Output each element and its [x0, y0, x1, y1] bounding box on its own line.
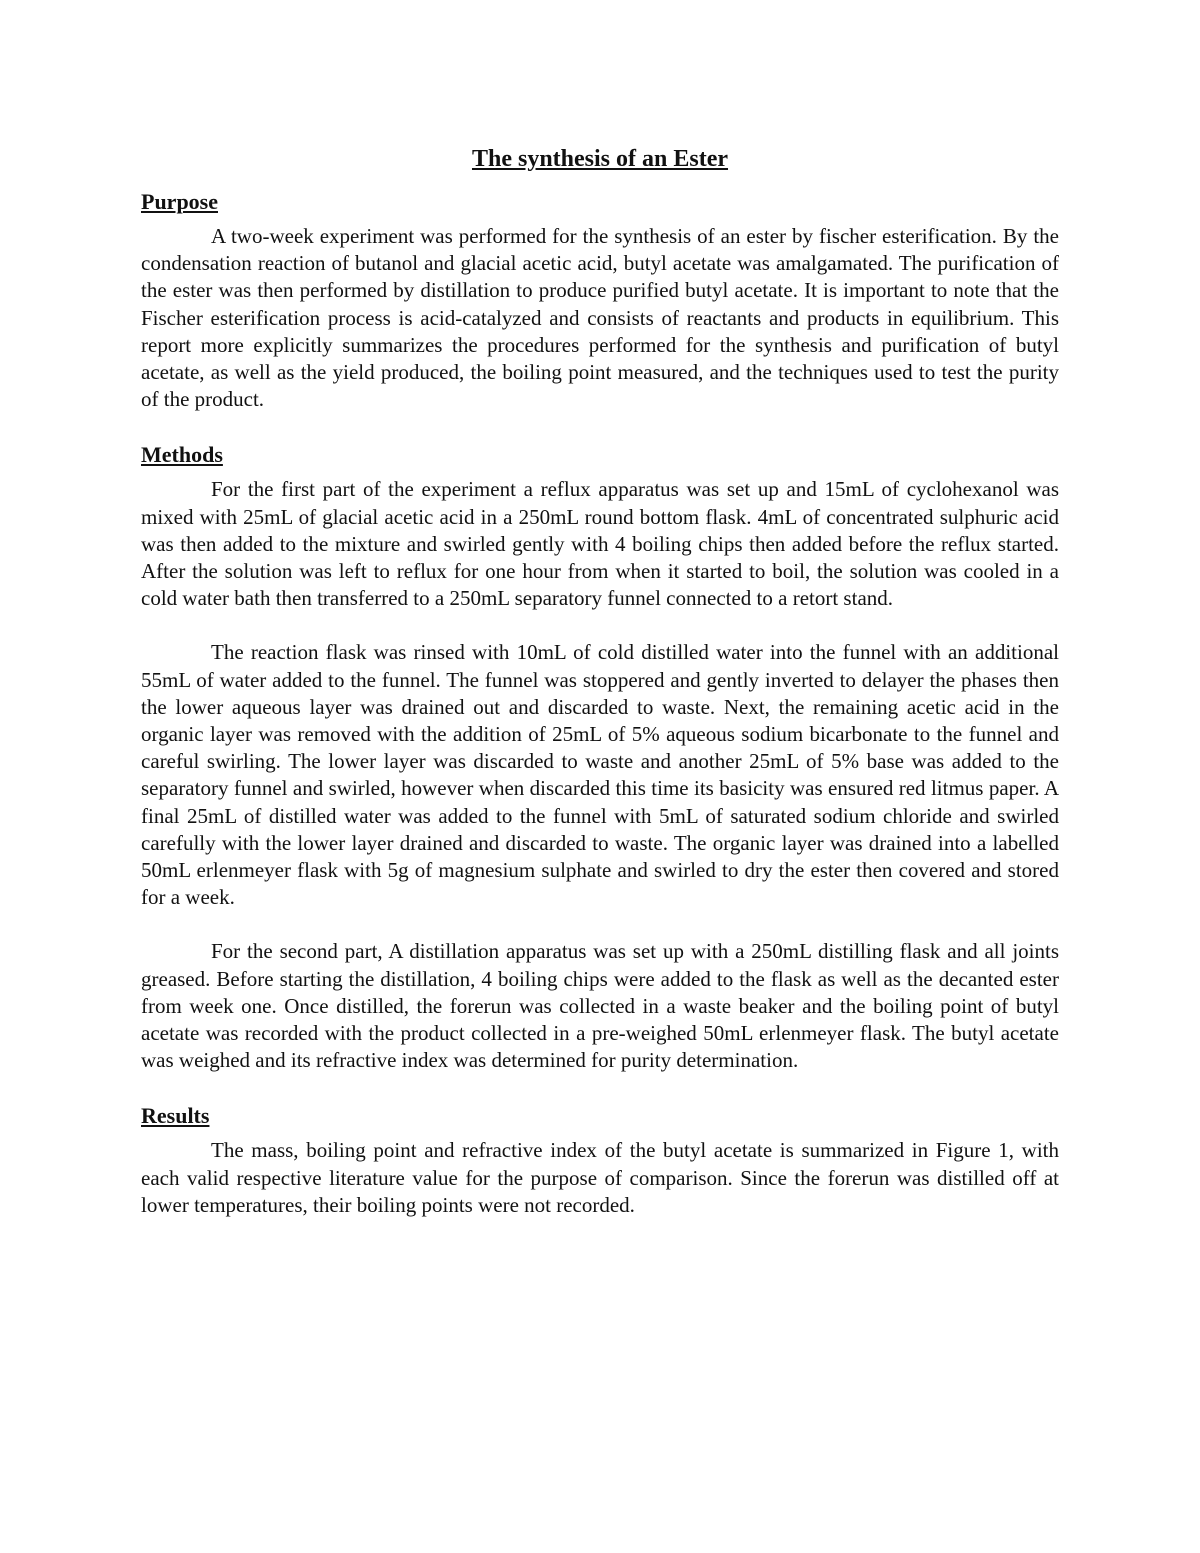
section-heading-purpose: Purpose [141, 189, 218, 214]
document-page [141, 140, 1059, 1219]
results-paragraph-1: The mass, boiling point and refractive index of the butyl acetate is summarized in Figure 1, with each valid respective literature value for the purpose of comparison. Since the forerun was distilled off at lower temperatures, their boiling points were not recorded. [141, 1138, 1059, 1217]
methods-paragraph-1: For the first part of the experiment a reflux apparatus was set up and 15mL of cyclohexanol was mixed with 25mL of glacial acetic acid in a 250mL round bottom flask. 4mL of concentrated sulphuric acid was then added to the mixture and swirled gently with 4 boiling chips then added before the reflux started. After the solution was left to reflux for one hour from when it started to boil, the solution was cooled in a cold water bath then transferred to a 250mL separatory funnel connected to a retort stand. [141, 477, 1059, 611]
purpose-paragraph-1: A two-week experiment was performed for the synthesis of an ester by fischer esterification. By the condensation reaction of butanol and glacial acetic acid, butyl acetate was amalgamated. The purification of the ester was then performed by distillation to produce purified butyl acetate. It is important to note that the Fischer esterification process is acid-catalyzed and consists of reactants and products in equilibrium. This report more explicitly summarizes the procedures performed for the synthesis and purification of butyl acetate, as well as the yield produced, the boiling point measured, and the techniques used to test the purity of the product. [141, 224, 1059, 412]
methods-paragraph-2: The reaction flask was rinsed with 10mL of cold distilled water into the funnel with an additional 55mL of water added to the funnel. The funnel was stoppered and gently inverted to delayer the phases then the lower aqueous layer was drained out and discarded to waste. Next, the remaining acetic acid in the organic layer was removed with the addition of 25mL of 5% aqueous sodium bicarbonate to the funnel and careful swirling. The lower layer was discarded to waste and another 25mL of 5% base was added to the separatory funnel and swirled, however when discarded this time its basicity was ensured red litmus paper. A final 25mL of distilled water was added to the funnel with 5mL of saturated sodium chloride and swirled carefully with the lower layer drained and discarded to waste. The organic layer was drained into a labelled 50mL erlenmeyer flask with 5g of magnesium sulphate and swirled to dry the ester then covered and stored for a week. [141, 640, 1059, 910]
methods-paragraph-3: For the second part, A distillation apparatus was set up with a 250mL distilling flask and all joints greased. Before starting the distillation, 4 boiling chips were added to the flask as well as the decanted ester from week one. Once distilled, the forerun was collected in a waste beaker and the boiling point of butyl acetate was recorded with the product collected in a pre-weighed 50mL erlenmeyer flask. The butyl acetate was weighed and its refractive index was determined for purity determination. [141, 939, 1059, 1073]
document-title: The synthesis of an Ester [471, 146, 729, 172]
section-purpose [141, 188, 1059, 413]
section-methods [141, 441, 1059, 1074]
section-heading-results: Results [141, 1103, 210, 1129]
section-heading-methods: Methods [141, 442, 223, 468]
section-results [141, 1102, 1059, 1219]
